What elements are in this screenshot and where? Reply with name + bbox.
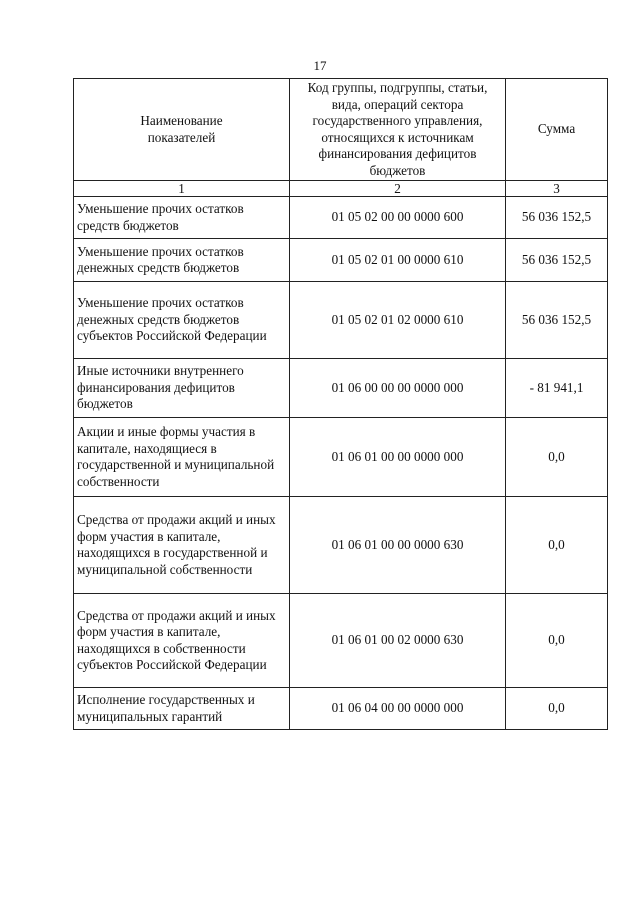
column-number: 2 (290, 181, 506, 197)
budget-sources-table (73, 78, 608, 730)
row-sum: 0,0 (506, 594, 608, 688)
row-code: 01 06 00 00 00 0000 000 (290, 359, 506, 418)
row-code: 01 05 02 01 02 0000 610 (290, 282, 506, 359)
column-number: 3 (506, 181, 608, 197)
header-name-line2: показателей (147, 129, 216, 145)
table-row (74, 239, 608, 282)
row-name: Иные источники внутреннего финансирования дефицитов бюджетов (74, 359, 290, 418)
row-name: Исполнение государственных и муниципальных гарантий (74, 688, 290, 730)
table-row (74, 418, 608, 497)
row-sum: 56 036 152,5 (506, 282, 608, 359)
row-name: Уменьшение прочих остатков средств бюджетов (74, 197, 290, 239)
table-row (74, 594, 608, 688)
table-row (74, 282, 608, 359)
row-name: Средства от продажи акций и иных форм участия в капитале, находящихся в государственной и муниципальной собственности (74, 497, 290, 594)
column-number: 1 (74, 181, 290, 197)
row-code: 01 06 01 00 00 0000 630 (290, 497, 506, 594)
row-code: 01 06 04 00 00 0000 000 (290, 688, 506, 730)
table-row (74, 688, 608, 730)
table-row (74, 197, 608, 239)
row-code: 01 06 01 00 00 0000 000 (290, 418, 506, 497)
row-name: Акции и иные формы участия в капитале, находящиеся в государственной и муниципальной собственности (74, 418, 290, 497)
row-sum: - 81 941,1 (506, 359, 608, 418)
row-name: Уменьшение прочих остатков денежных средств бюджетов субъектов Российской Федерации (74, 282, 290, 359)
row-name: Уменьшение прочих остатков денежных средств бюджетов (74, 239, 290, 282)
row-sum: 56 036 152,5 (506, 197, 608, 239)
row-sum: 0,0 (506, 688, 608, 730)
header-name-line1: Наименование (140, 113, 223, 128)
row-sum: 0,0 (506, 418, 608, 497)
table-header-row (74, 79, 608, 181)
row-sum: 56 036 152,5 (506, 239, 608, 282)
row-code: 01 05 02 01 00 0000 610 (290, 239, 506, 282)
row-sum: 0,0 (506, 497, 608, 594)
column-number-row (74, 181, 608, 197)
header-name (74, 79, 290, 181)
header-sum: Сумма (506, 79, 608, 181)
row-name: Средства от продажи акций и иных форм участия в капитале, находящихся в собственности субъектов Российской Федерации (74, 594, 290, 688)
row-code: 01 06 01 00 02 0000 630 (290, 594, 506, 688)
page-number: 17 (313, 58, 327, 73)
row-code: 01 05 02 00 00 0000 600 (290, 197, 506, 239)
header-code: Код группы, подгруппы, статьи, вида, операций сектора государственного управления, относящихся к источникам финансирования дефицитов бюджетов (290, 79, 506, 181)
table-row (74, 359, 608, 418)
table-row (74, 497, 608, 594)
